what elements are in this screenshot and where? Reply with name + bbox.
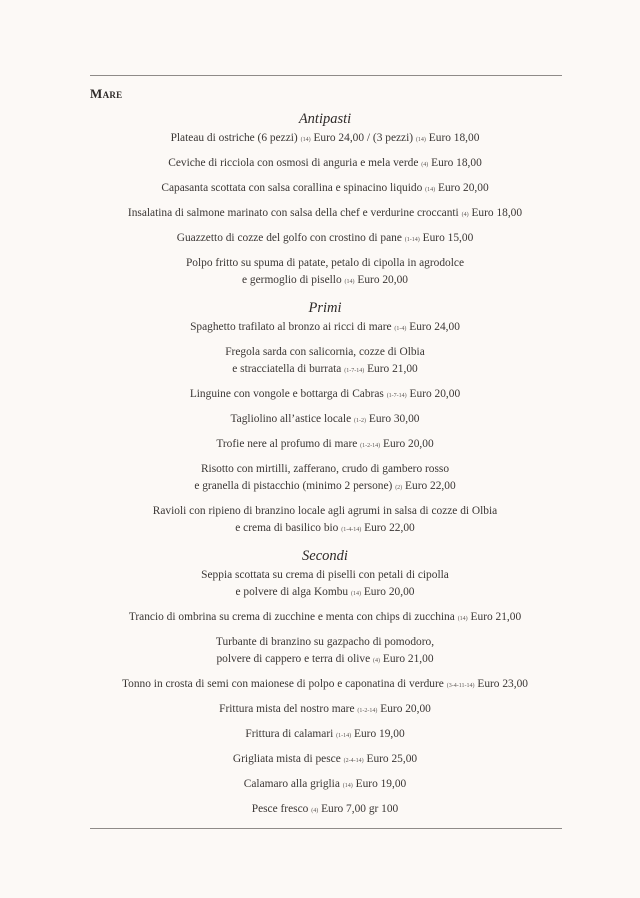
item-line: Polpo fritto su spuma di patate, petalo di cipolla in agrodolce	[185, 257, 465, 269]
item-price: Euro 20,00	[409, 388, 461, 400]
menu-item	[60, 701, 590, 720]
allergen-code: (1-4-14)	[341, 527, 362, 533]
menu-item	[60, 503, 590, 539]
item-line: Plateau di ostriche (6 pezzi) (14) Euro 24,00 / (3 pezzi) (14) Euro 18,00	[170, 132, 480, 144]
menu-item	[60, 776, 590, 795]
item-price: Euro 23,00	[477, 678, 528, 690]
item-line: Linguine con vongole e bottarga di Cabras (1-7-14) Euro 20,00	[189, 388, 461, 400]
allergen-code: (2)	[395, 485, 403, 491]
menu-item	[60, 461, 590, 497]
category-title-primi: Primi	[308, 300, 342, 316]
allergen-code: (1-14)	[336, 733, 352, 739]
item-price: Euro 18,00	[428, 132, 480, 144]
menu-item	[60, 676, 590, 695]
allergen-code: (1-7-14)	[344, 368, 365, 374]
allergen-code: (4)	[311, 808, 319, 814]
item-line: Trancio di ombrina su crema di zucchine e menta con chips di zucchina (14) Euro 21,00	[128, 611, 522, 623]
menu-item	[60, 255, 590, 291]
menu-item	[60, 386, 590, 405]
item-price: Euro 25,00	[366, 753, 418, 765]
item-line: Calamaro alla griglia (14) Euro 19,00	[243, 778, 407, 790]
menu-item	[60, 801, 590, 820]
item-line: Frittura mista del nostro mare (1-2-14) Euro 20,00	[219, 703, 431, 715]
allergen-code: (1-7-14)	[386, 393, 407, 399]
allergen-code: (1-2-14)	[360, 443, 381, 449]
item-price: Euro 20,00	[363, 586, 415, 598]
allergen-code: (2-4-14)	[343, 758, 364, 764]
item-line: e polvere di alga Kombu (14) Euro 20,00	[235, 586, 415, 598]
item-price: Euro 22,00	[405, 480, 456, 492]
allergen-code: (14)	[300, 137, 311, 143]
item-line: Tonno in crosta di semi con maionese di polpo e caponatina di verdure (3-4-11-14) Euro 23,00	[122, 678, 528, 690]
allergen-code: (1-14)	[404, 237, 420, 243]
menu-item	[60, 180, 590, 199]
menu-item	[60, 230, 590, 249]
menu-item	[60, 205, 590, 224]
menu-item	[60, 726, 590, 745]
item-line: Guazzetto di cozze del golfo con crostino di pane (1-14) Euro 15,00	[176, 232, 474, 244]
menu-item	[60, 751, 590, 770]
category-title-secondi: Secondi	[302, 548, 348, 564]
item-price: Euro 24,00	[409, 321, 460, 333]
item-line: Tagliolino all’astice locale (1-2) Euro 30,00	[230, 413, 420, 425]
section-title: Mare	[90, 86, 123, 101]
menu-item	[60, 567, 590, 603]
allergen-code: (14)	[342, 783, 353, 789]
item-line: Fregola sarda con salicornia, cozze di Olbia	[225, 346, 425, 358]
menu-item	[60, 609, 590, 628]
item-line: Frittura di calamari (1-14) Euro 19,00	[245, 728, 405, 740]
allergen-code: (14)	[344, 279, 355, 285]
item-price: Euro 20,00	[357, 274, 408, 286]
item-price: Euro 21,00	[382, 653, 434, 665]
item-price: Euro 7,00 gr 100	[321, 803, 399, 815]
item-line: Insalatina di salmone marinato con salsa della chef e verdurine croccanti (4) Euro 18,00	[127, 207, 523, 219]
menu-item	[60, 130, 590, 149]
item-line: e granella di pistacchio (minimo 2 persone) (2) Euro 22,00	[194, 480, 456, 492]
bottom-divider	[90, 828, 562, 829]
allergen-code: (3-4-11-14)	[446, 683, 475, 689]
category-title-antipasti: Antipasti	[298, 111, 352, 127]
allergen-code: (14)	[425, 187, 436, 193]
allergen-code: (4)	[461, 212, 469, 218]
item-line: Trofie nere al profumo di mare (1-2-14) Euro 20,00	[216, 438, 434, 450]
item-line: e stracciatella di burrata (1-7-14) Euro 21,00	[232, 363, 418, 375]
item-price: Euro 30,00	[368, 413, 420, 425]
menu-item	[60, 634, 590, 670]
allergen-code: (4)	[421, 162, 429, 168]
menu-item	[60, 411, 590, 430]
item-line: e crema di basilico bio (1-4-14) Euro 22,00	[235, 522, 415, 534]
allergen-code: (14)	[350, 591, 361, 597]
item-price: Euro 19,00	[354, 728, 405, 740]
item-line: Pesce fresco (4) Euro 7,00 gr 100	[251, 803, 399, 815]
item-price: Euro 20,00	[380, 703, 431, 715]
item-price: Euro 15,00	[422, 232, 474, 244]
item-line: Risotto con mirtilli, zafferano, crudo di gambero rosso	[200, 463, 450, 475]
menu-item	[60, 344, 590, 380]
item-price: Euro 21,00	[367, 363, 418, 375]
item-price: Euro 18,00	[431, 157, 482, 169]
item-line: Grigliata mista di pesce (2-4-14) Euro 25,00	[232, 753, 418, 765]
item-price: Euro 24,00 / (3 pezzi)	[313, 132, 414, 144]
item-price: Euro 20,00	[438, 182, 489, 194]
item-price: Euro 18,00	[471, 207, 523, 219]
item-price: Euro 19,00	[355, 778, 407, 790]
item-line: Turbante di branzino su gazpacho di pomodoro,	[215, 636, 435, 648]
item-line: polvere di cappero e terra di olive (4) Euro 21,00	[216, 653, 434, 665]
menu-item	[60, 155, 590, 174]
top-divider	[90, 75, 562, 76]
item-price: Euro 20,00	[383, 438, 434, 450]
menu-item	[60, 436, 590, 455]
allergen-code: (1-2-14)	[357, 708, 378, 714]
allergen-code: (14)	[457, 616, 468, 622]
item-line: Spaghetto trafilato al bronzo ai ricci di mare (1-4) Euro 24,00	[190, 321, 460, 333]
item-line: Ravioli con ripieno di branzino locale agli agrumi in salsa di cozze di Olbia	[152, 505, 498, 517]
allergen-code: (14)	[415, 137, 426, 143]
allergen-code: (1-2)	[354, 418, 367, 424]
allergen-code: (1-4)	[394, 326, 407, 332]
allergen-code: (4)	[373, 658, 381, 664]
menu-item	[60, 319, 590, 338]
item-price: Euro 21,00	[470, 611, 522, 623]
item-line: Capasanta scottata con salsa corallina e spinacino liquido (14) Euro 20,00	[161, 182, 489, 194]
item-price: Euro 22,00	[364, 522, 415, 534]
item-line: Ceviche di ricciola con osmosi di anguria e mela verde (4) Euro 18,00	[168, 157, 482, 169]
item-line: Seppia scottata su crema di piselli con petali di cipolla	[201, 569, 449, 581]
menu-body	[60, 108, 590, 826]
item-line: e germoglio di pisello (14) Euro 20,00	[242, 274, 408, 286]
